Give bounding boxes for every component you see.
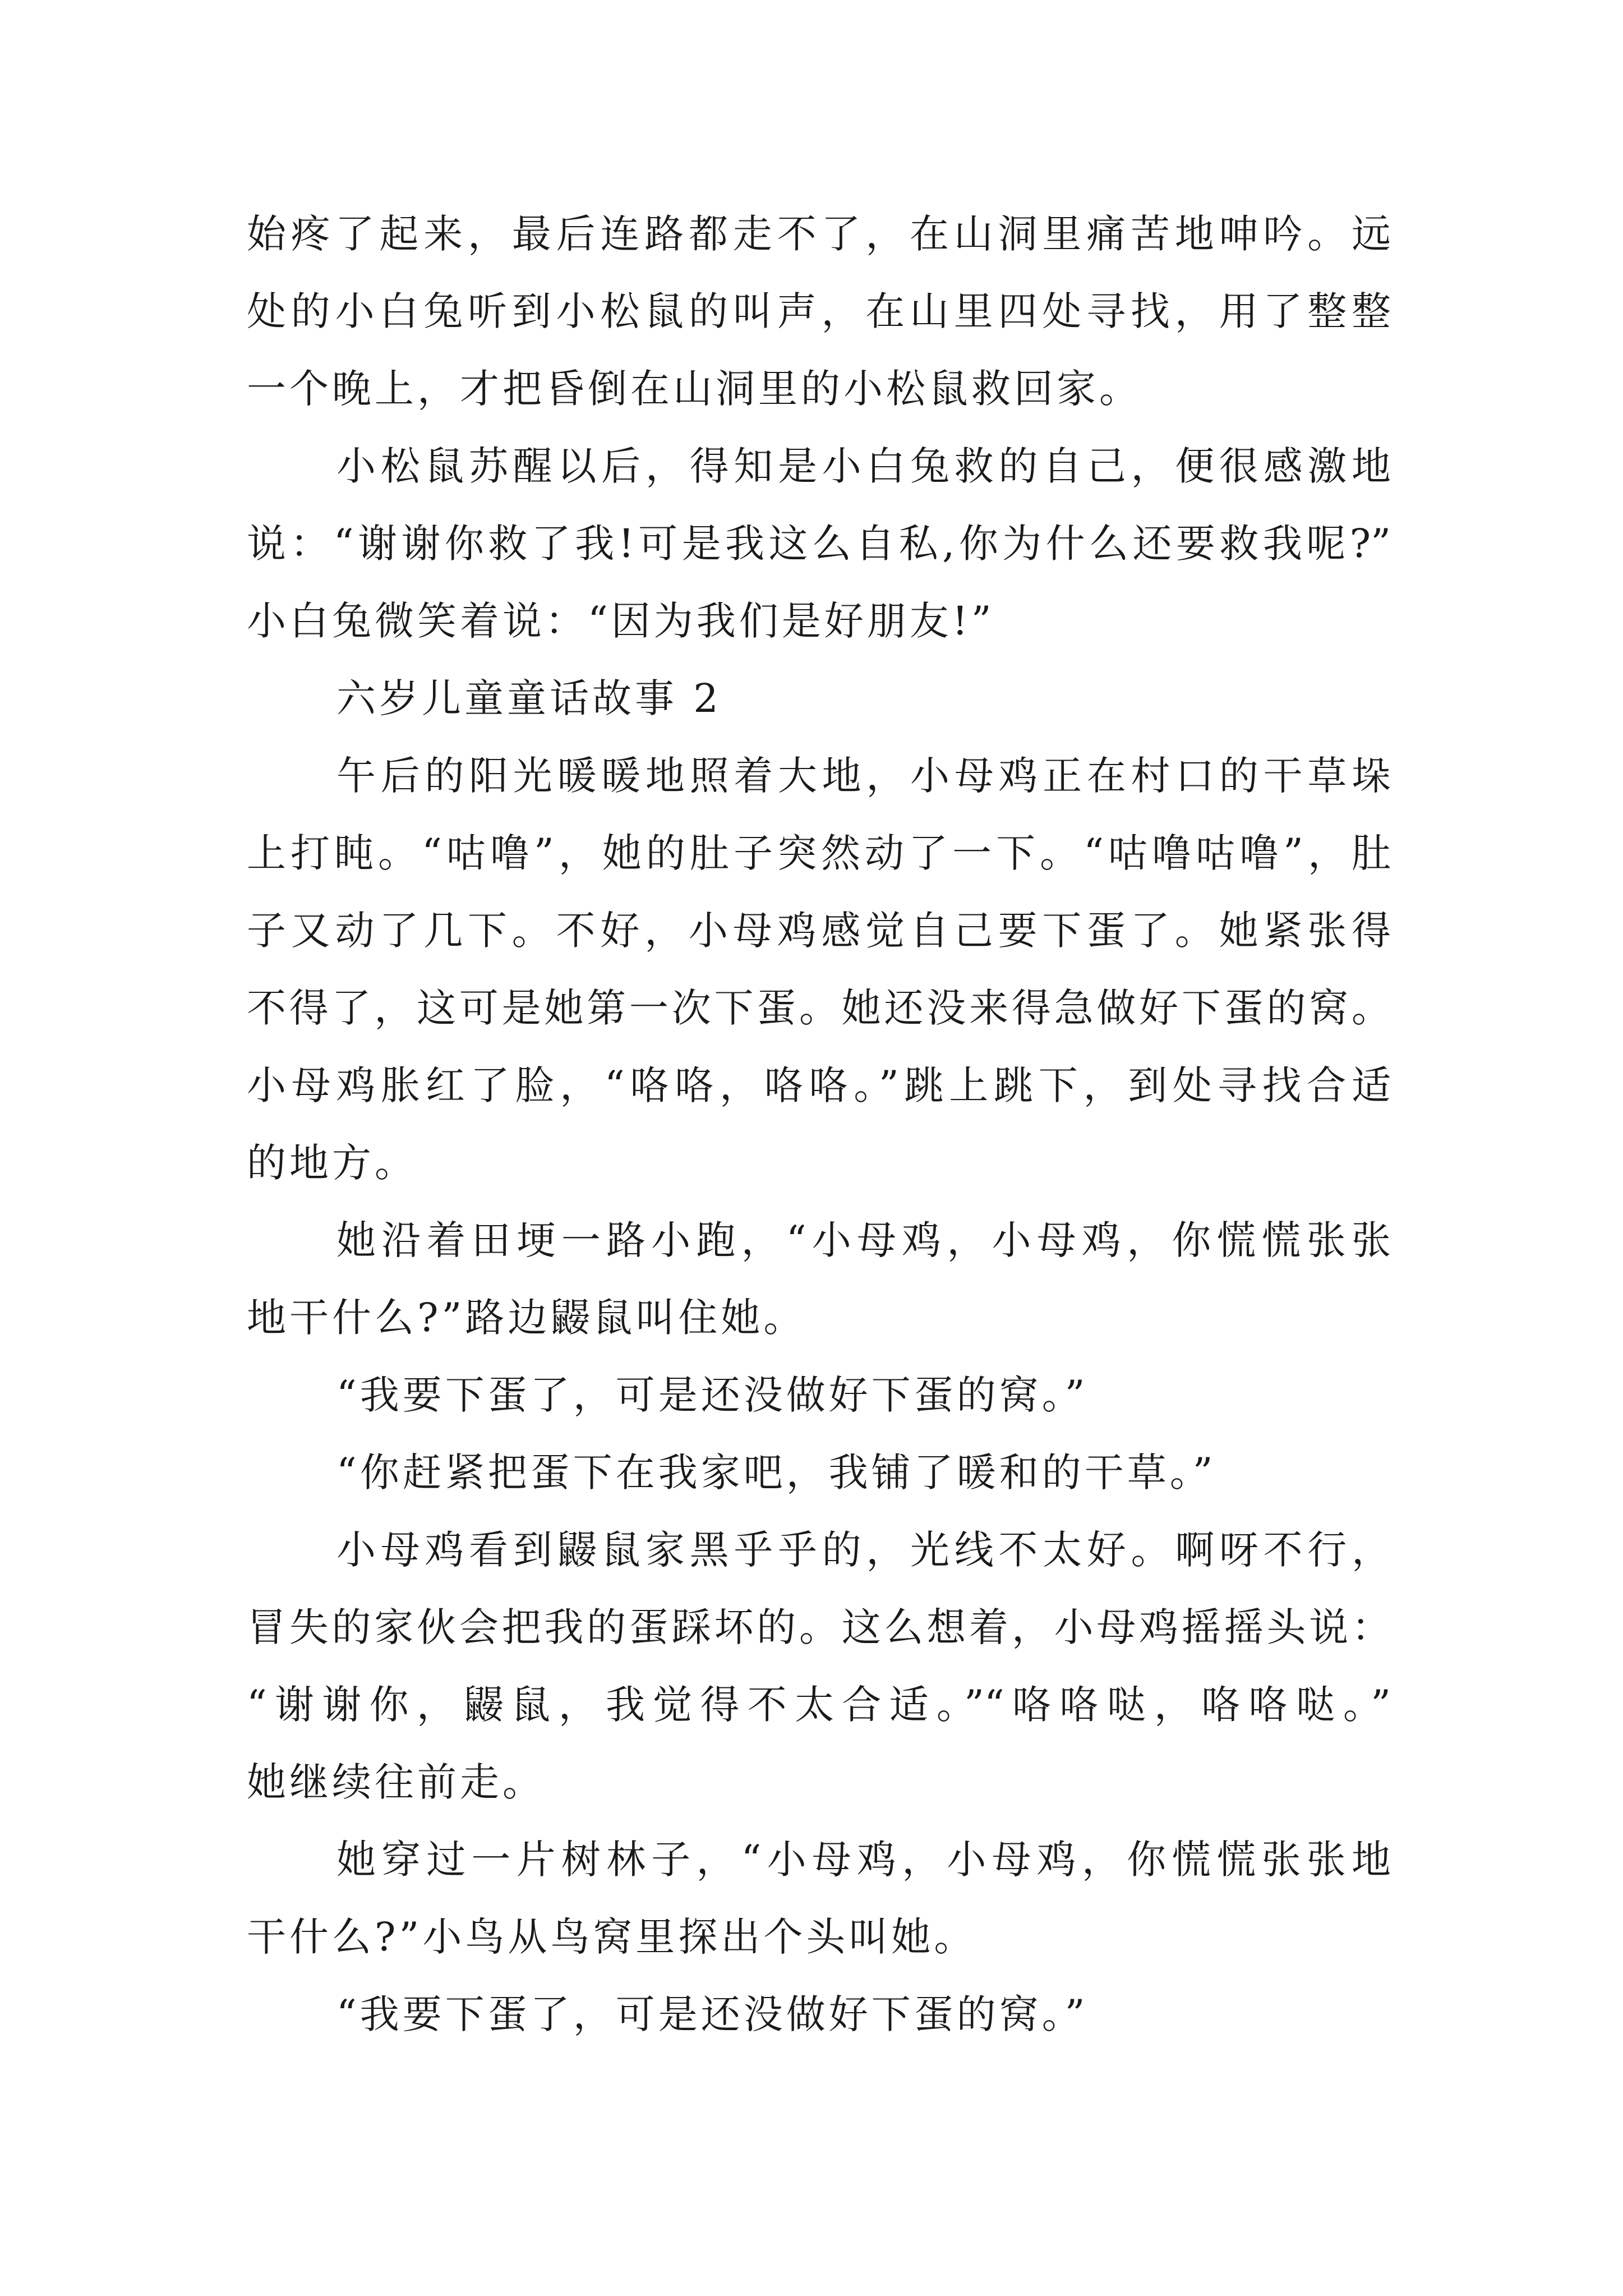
text-line: 小母鸡看到鼹鼠家黑乎乎的，光线不太好。啊呀不行， xyxy=(336,1527,1391,1573)
text-line: 小白兔微笑着说：“因为我们是好朋友!” xyxy=(247,598,995,644)
text-line: 始疼了起来，最后连路都走不了，在山洞里痛苦地呻吟。远 xyxy=(247,211,1391,257)
text-line: 地干什么?”路边鼹鼠叫住她。 xyxy=(247,1295,806,1341)
text-line: 她穿过一片树林子，“小母鸡，小母鸡，你慌慌张张地 xyxy=(336,1837,1391,1883)
text-line: 的地方。 xyxy=(247,1140,417,1186)
section-heading: 六岁儿童童话故事 2 xyxy=(336,675,722,721)
text-line: 小松鼠苏醒以后，得知是小白兔救的自己，便很感激地 xyxy=(336,443,1391,489)
text-line: 子又动了几下。不好，小母鸡感觉自己要下蛋了。她紧张得 xyxy=(247,908,1391,954)
text-line: “我要下蛋了，可是还没做好下蛋的窝。” xyxy=(336,1991,1089,2037)
text-line: 小母鸡胀红了脸，“咯咯，咯咯。”跳上跳下，到处寻找合适 xyxy=(247,1062,1391,1108)
text-line: 午后的阳光暖暖地照着大地，小母鸡正在村口的干草垛 xyxy=(336,753,1391,799)
text-line: 上打盹。“咕噜”，她的肚子突然动了一下。“咕噜咕噜”，肚 xyxy=(247,830,1391,876)
text-line: 一个晚上，才把昏倒在山洞里的小松鼠救回家。 xyxy=(247,366,1142,412)
text-line: 说：“谢谢你救了我!可是我这么自私,你为什么还要救我呢?” xyxy=(247,521,1391,567)
text-line: “你赶紧把蛋下在我家吧，我铺了暖和的干草。” xyxy=(336,1450,1216,1496)
text-line: “谢谢你，鼹鼠，我觉得不太合适。”“咯咯哒，咯咯哒。” xyxy=(247,1682,1391,1728)
text-line: “我要下蛋了，可是还没做好下蛋的窝。” xyxy=(336,1372,1089,1418)
text-line: 干什么?”小鸟从鸟窝里探出个头叫她。 xyxy=(247,1914,977,1960)
text-line: 处的小白兔听到小松鼠的叫声，在山里四处寻找，用了整整 xyxy=(247,288,1391,334)
text-line: 她继续往前走。 xyxy=(247,1759,545,1805)
text-line: 她沿着田埂一路小跑，“小母鸡，小母鸡，你慌慌张张 xyxy=(336,1217,1391,1263)
text-line: 不得了，这可是她第一次下蛋。她还没来得急做好下蛋的窝。 xyxy=(247,985,1391,1031)
text-line: 冒失的家伙会把我的蛋踩坏的。这么想着，小母鸡摇摇头说： xyxy=(247,1604,1391,1650)
